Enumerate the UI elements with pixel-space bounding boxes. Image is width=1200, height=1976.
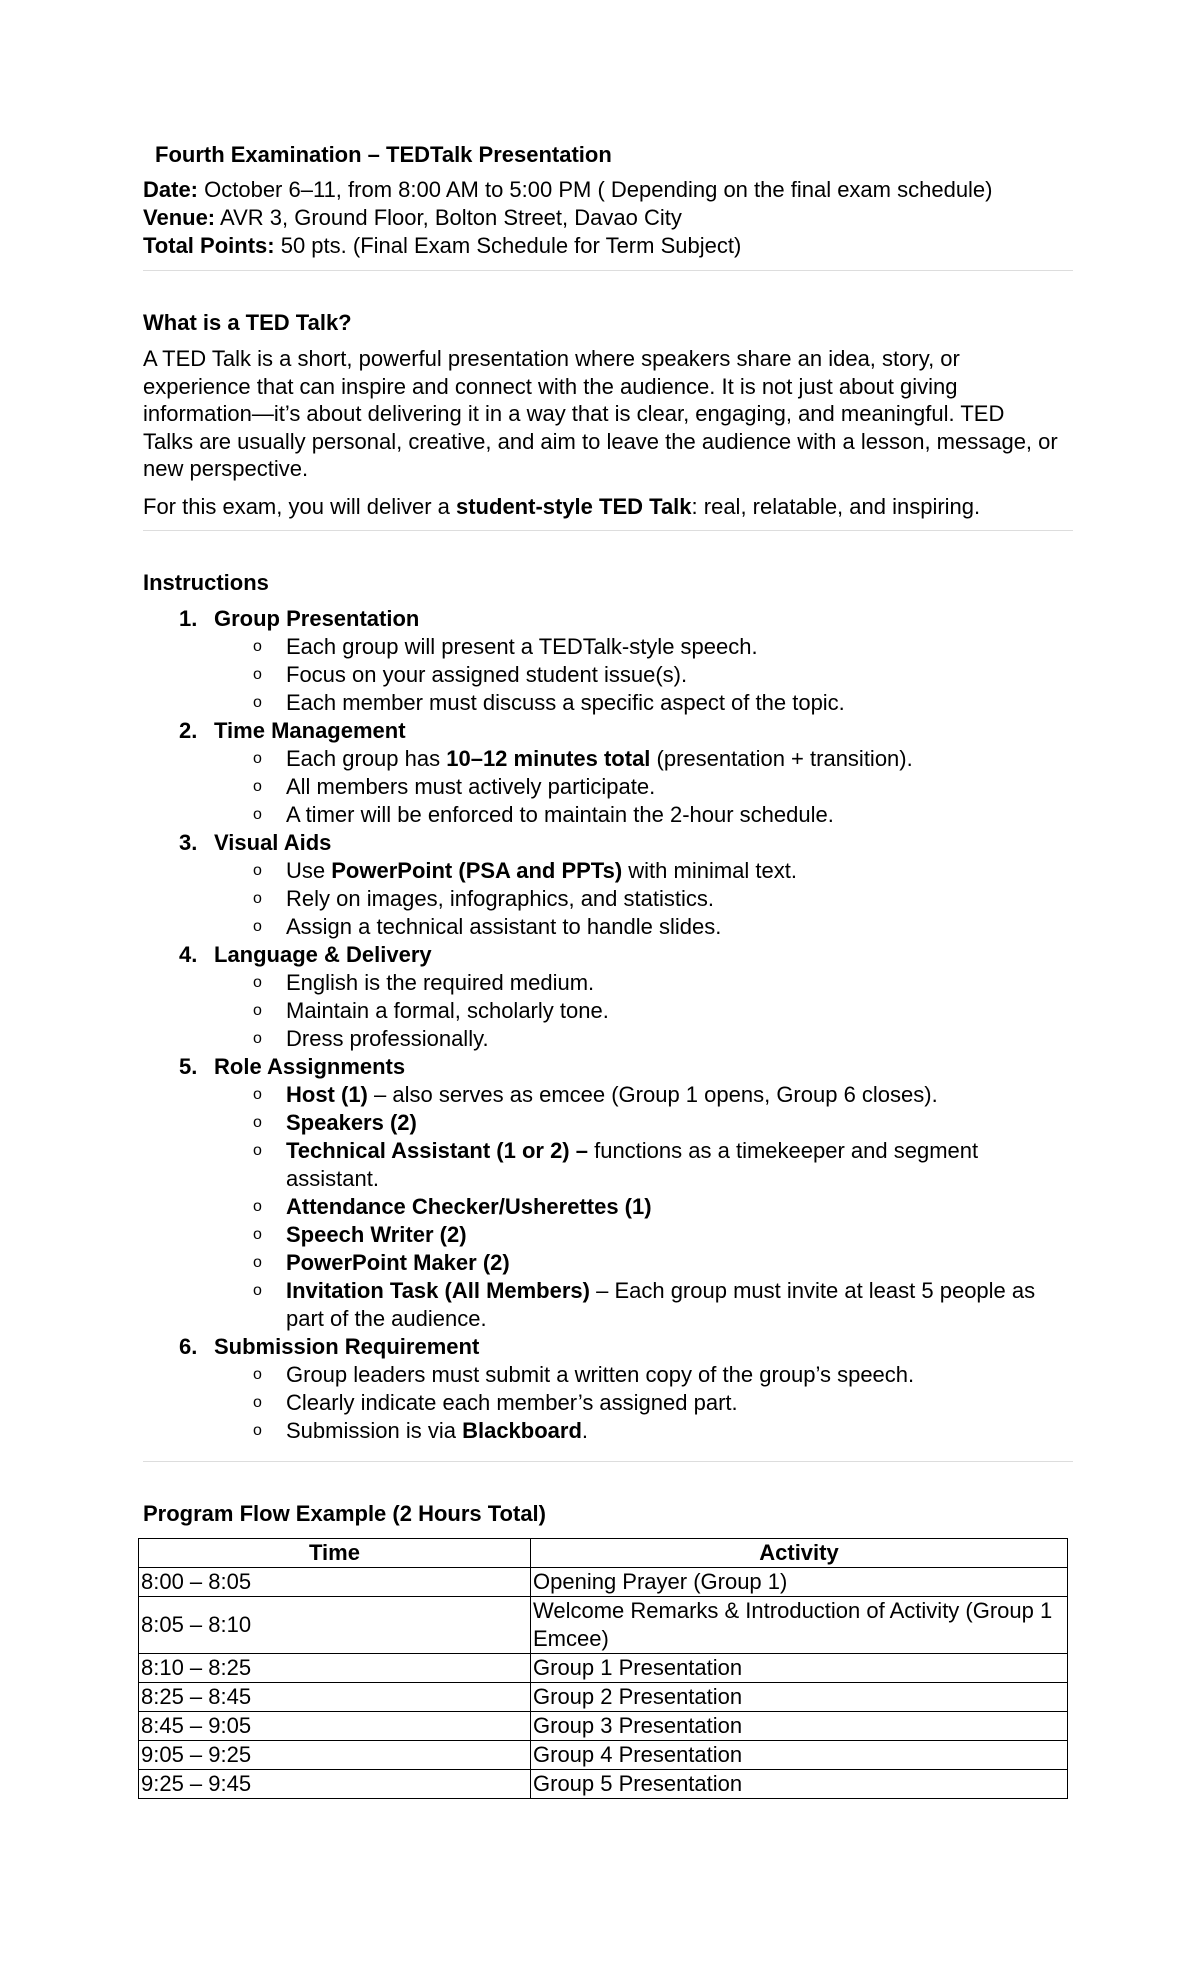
sub-text: Assign a technical assistant to handle slides. bbox=[286, 914, 722, 939]
sub-item bbox=[143, 1137, 1073, 1193]
sub-text: Use bbox=[286, 858, 332, 883]
item-label: Language & Delivery bbox=[214, 942, 432, 967]
instruction-item bbox=[143, 829, 1073, 941]
sub-text: Each group will present a TEDTalk-style speech. bbox=[286, 634, 758, 659]
bullet-icon: o bbox=[253, 1282, 262, 1299]
bullet-icon: o bbox=[253, 1002, 262, 1019]
divider bbox=[143, 270, 1073, 271]
document-title: Fourth Examination – TEDTalk Presentation bbox=[155, 142, 612, 167]
time-cell: 8:10 – 8:25 bbox=[139, 1654, 531, 1683]
sub-text: – also serves as emcee (Group 1 opens, Group 6 closes). bbox=[367, 1082, 938, 1107]
sub-bold: Host (1) bbox=[286, 1082, 368, 1107]
item-number: 4. bbox=[179, 942, 198, 967]
sub-text: with minimal text. bbox=[622, 858, 797, 883]
sub-list bbox=[143, 1361, 1073, 1445]
time-cell: 9:25 – 9:45 bbox=[139, 1770, 531, 1799]
sub-bold: Blackboard bbox=[462, 1418, 582, 1443]
sub-item bbox=[143, 633, 1073, 661]
item-label: Group Presentation bbox=[214, 606, 420, 631]
bullet-icon: o bbox=[253, 694, 262, 711]
bullet-icon: o bbox=[253, 806, 262, 823]
sub-item bbox=[143, 1221, 1073, 1249]
sub-item bbox=[143, 997, 1073, 1025]
document-page bbox=[143, 140, 1073, 1799]
time-cell: 8:45 – 9:05 bbox=[139, 1712, 531, 1741]
sub-list bbox=[143, 745, 1073, 829]
instruction-item bbox=[143, 941, 1073, 1053]
instruction-heading bbox=[143, 1053, 1073, 1081]
item-number: 3. bbox=[179, 830, 198, 855]
bullet-icon: o bbox=[253, 1198, 262, 1215]
bullet-icon: o bbox=[253, 1086, 262, 1103]
instruction-item bbox=[143, 717, 1073, 829]
bullet-icon: o bbox=[253, 1114, 262, 1131]
sub-item bbox=[143, 969, 1073, 997]
bullet-icon: o bbox=[253, 974, 262, 991]
program-table bbox=[138, 1538, 1068, 1799]
bullet-icon: o bbox=[253, 1366, 262, 1383]
sub-item bbox=[143, 885, 1073, 913]
activity-cell: Group 5 Presentation bbox=[531, 1770, 1068, 1799]
instruction-item bbox=[143, 605, 1073, 717]
sub-text: functions as a timekeeper and segment assistant. bbox=[286, 1138, 979, 1191]
instruction-item bbox=[143, 1333, 1073, 1445]
column-header-time: Time bbox=[139, 1539, 531, 1568]
sub-text: . bbox=[581, 1418, 589, 1443]
sub-item bbox=[143, 1081, 1073, 1109]
sub-item bbox=[143, 745, 1073, 773]
instruction-heading bbox=[143, 605, 1073, 633]
column-header-activity: Activity bbox=[531, 1539, 1068, 1568]
divider bbox=[143, 530, 1073, 531]
sub-text: English is the required medium. bbox=[286, 970, 595, 995]
bullet-icon: o bbox=[253, 1030, 262, 1047]
time-cell: 8:25 – 8:45 bbox=[139, 1683, 531, 1712]
time-cell: 8:05 – 8:10 bbox=[139, 1597, 531, 1654]
table-row bbox=[139, 1741, 1068, 1770]
sub-item bbox=[143, 857, 1073, 885]
time-cell: 8:00 – 8:05 bbox=[139, 1568, 531, 1597]
instruction-heading bbox=[143, 1333, 1073, 1361]
sub-item bbox=[143, 1417, 1073, 1445]
bullet-icon: o bbox=[253, 638, 262, 655]
sub-list bbox=[143, 633, 1073, 717]
sub-list bbox=[143, 1081, 1073, 1333]
bullet-icon: o bbox=[253, 750, 262, 767]
instruction-item bbox=[143, 1053, 1073, 1333]
bullet-icon: o bbox=[253, 1142, 262, 1159]
bullet-icon: o bbox=[253, 666, 262, 683]
exam-paragraph: For this exam, you will deliver a student-style TED Talk: real, relatable, and inspiring. bbox=[143, 493, 981, 519]
instruction-heading bbox=[143, 717, 1073, 745]
sub-text: Rely on images, infographics, and statistics. bbox=[286, 886, 714, 911]
sub-item bbox=[143, 661, 1073, 689]
instructions-list bbox=[143, 605, 1073, 1445]
sub-text: Clearly indicate each member’s assigned part. bbox=[286, 1390, 738, 1415]
sub-bold: PowerPoint (PSA and PPTs) bbox=[331, 858, 623, 883]
points-line: Total Points: 50 pts. (Final Exam Schedule for Term Subject) bbox=[143, 233, 742, 258]
sub-item bbox=[143, 1193, 1073, 1221]
sub-text: Focus on your assigned student issue(s). bbox=[286, 662, 688, 687]
table-header-row bbox=[139, 1539, 1068, 1568]
sub-bold: 10–12 minutes total bbox=[446, 746, 651, 771]
item-number: 2. bbox=[179, 718, 198, 743]
instructions-heading: Instructions bbox=[143, 570, 269, 595]
sub-item bbox=[143, 773, 1073, 801]
sub-text: Maintain a formal, scholarly tone. bbox=[286, 998, 609, 1023]
table-row bbox=[139, 1712, 1068, 1741]
table-row bbox=[139, 1770, 1068, 1799]
instructions-section bbox=[143, 569, 1073, 1445]
activity-cell: Group 2 Presentation bbox=[531, 1683, 1068, 1712]
item-number: 5. bbox=[179, 1054, 198, 1079]
activity-cell: Group 1 Presentation bbox=[531, 1654, 1068, 1683]
sub-text: (presentation + transition). bbox=[650, 746, 913, 771]
sub-text: Submission is via bbox=[286, 1418, 463, 1443]
instruction-heading bbox=[143, 941, 1073, 969]
bullet-icon: o bbox=[253, 778, 262, 795]
bullet-icon: o bbox=[253, 1422, 262, 1439]
sub-item bbox=[143, 801, 1073, 829]
sub-bold: Speakers (2) bbox=[286, 1110, 417, 1135]
sub-text: Each group has bbox=[286, 746, 447, 771]
bullet-icon: o bbox=[253, 1394, 262, 1411]
sub-list bbox=[143, 857, 1073, 941]
sub-text: Dress professionally. bbox=[286, 1026, 489, 1051]
bullet-icon: o bbox=[253, 918, 262, 935]
sub-item bbox=[143, 1249, 1073, 1277]
sub-list bbox=[143, 969, 1073, 1053]
sub-item bbox=[143, 913, 1073, 941]
what-section bbox=[143, 309, 1073, 520]
sub-bold: PowerPoint Maker (2) bbox=[286, 1250, 510, 1275]
sub-text: Each member must discuss a specific aspect of the topic. bbox=[286, 690, 845, 715]
program-heading: Program Flow Example (2 Hours Total) bbox=[143, 1501, 546, 1526]
item-label: Time Management bbox=[214, 718, 406, 743]
item-label: Visual Aids bbox=[214, 830, 332, 855]
sub-text: A timer will be enforced to maintain the 2-hour schedule. bbox=[286, 802, 834, 827]
sub-item bbox=[143, 1277, 1073, 1333]
sub-text: All members must actively participate. bbox=[286, 774, 656, 799]
sub-item bbox=[143, 1361, 1073, 1389]
table-row bbox=[139, 1654, 1068, 1683]
sub-text: Group leaders must submit a written copy of the group’s speech. bbox=[286, 1362, 915, 1387]
program-section bbox=[143, 1500, 1073, 1799]
sub-bold: Speech Writer (2) bbox=[286, 1222, 467, 1247]
item-number: 1. bbox=[179, 606, 198, 631]
instruction-heading bbox=[143, 829, 1073, 857]
sub-item bbox=[143, 689, 1073, 717]
what-heading: What is a TED Talk? bbox=[143, 310, 352, 335]
bullet-icon: o bbox=[253, 890, 262, 907]
bullet-icon: o bbox=[253, 1254, 262, 1271]
divider bbox=[143, 1461, 1073, 1462]
table-row bbox=[139, 1683, 1068, 1712]
sub-text: – Each group must invite at least 5 people as part of the audience. bbox=[286, 1278, 1036, 1331]
item-number: 6. bbox=[179, 1334, 198, 1359]
table-row bbox=[139, 1597, 1068, 1654]
item-label: Role Assignments bbox=[214, 1054, 406, 1079]
activity-cell: Group 4 Presentation bbox=[531, 1741, 1068, 1770]
date-line: Date: October 6–11, from 8:00 AM to 5:00 PM ( Depending on the final exam schedule) bbox=[143, 177, 993, 202]
activity-cell: Opening Prayer (Group 1) bbox=[531, 1568, 1068, 1597]
time-cell: 9:05 – 9:25 bbox=[139, 1741, 531, 1770]
sub-bold: Invitation Task (All Members) bbox=[286, 1278, 590, 1303]
venue-line: Venue: AVR 3, Ground Floor, Bolton Street, Davao City bbox=[143, 205, 682, 230]
activity-cell: Welcome Remarks & Introduction of Activity (Group 1 Emcee) bbox=[531, 1597, 1068, 1654]
sub-bold: Attendance Checker/Usherettes (1) bbox=[286, 1194, 652, 1219]
what-paragraph: A TED Talk is a short, powerful presentation where speakers share an idea, story, or experience that can inspire and connect with the audience. It is not just about giving information—it’s about delivering it in a way that is clear, engaging, and meaningful. TED Talks are usually personal, creative, and aim to leave the audience with a lesson, message, or new perspective. bbox=[143, 346, 1058, 481]
table-row bbox=[139, 1568, 1068, 1597]
bullet-icon: o bbox=[253, 862, 262, 879]
sub-item bbox=[143, 1109, 1073, 1137]
item-label: Submission Requirement bbox=[214, 1334, 480, 1359]
sub-bold: Technical Assistant (1 or 2) – bbox=[286, 1138, 588, 1163]
sub-item bbox=[143, 1025, 1073, 1053]
sub-item bbox=[143, 1389, 1073, 1417]
activity-cell: Group 3 Presentation bbox=[531, 1712, 1068, 1741]
bullet-icon: o bbox=[253, 1226, 262, 1243]
